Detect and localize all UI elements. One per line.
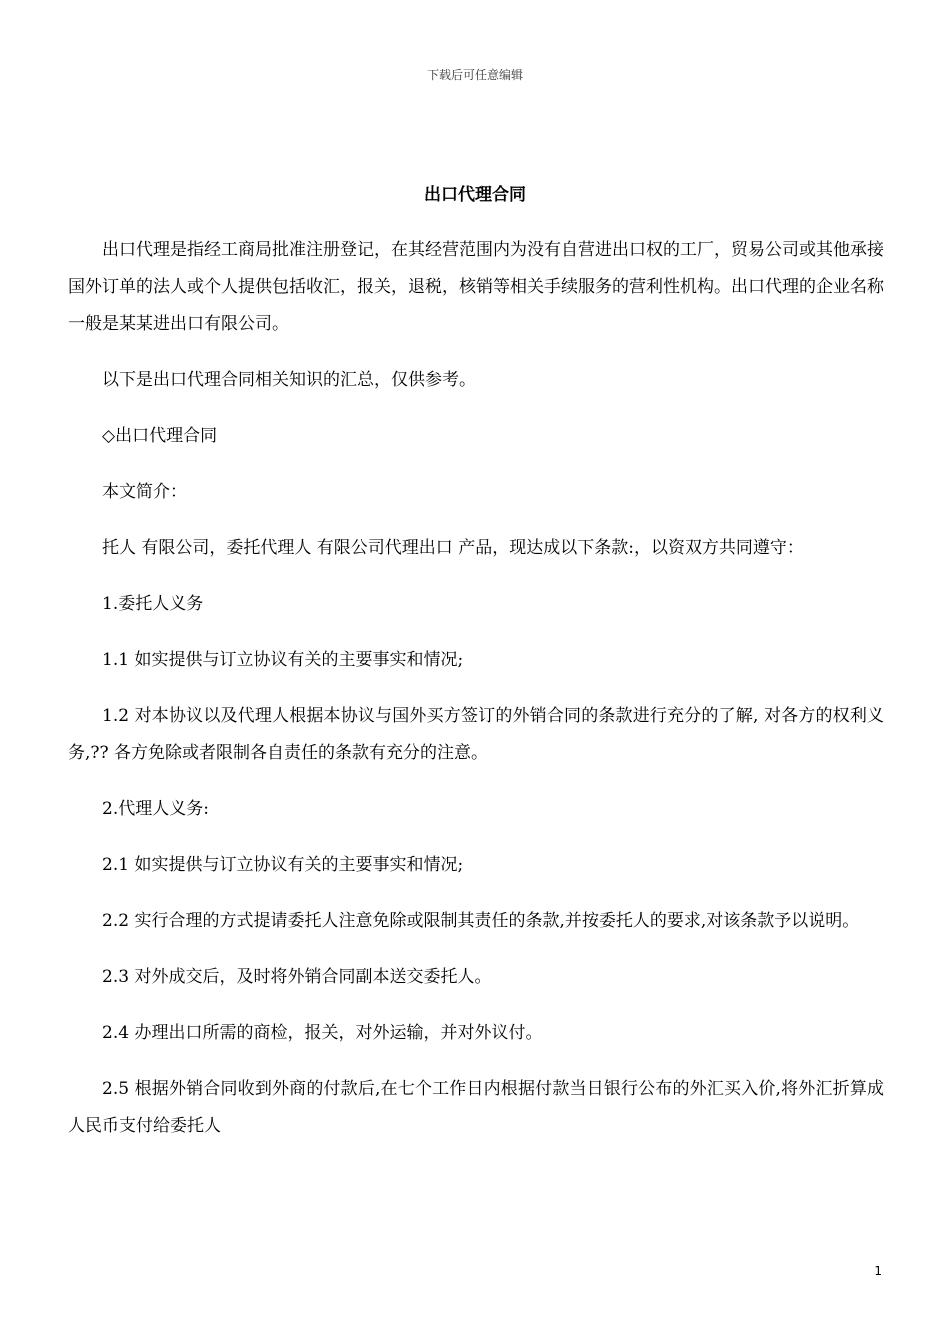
clause-2-4: 2.4 办理出口所需的商检，报关，对外运输，并对外议付。 (102, 1023, 543, 1043)
clause-1-heading: 1.委托人义务 (102, 594, 204, 614)
paragraph-section-heading: ◇出口代理合同 (102, 426, 218, 446)
paragraph-parties: 托人 有限公司，委托代理人 有限公司代理出口 产品，现达成以下条款:，以资双方共同遵守： (102, 538, 804, 558)
clause-2-heading: 2.代理人义务: (102, 799, 209, 819)
document-title: 出口代理合同 (424, 185, 526, 205)
paragraph-abstract-label: 本文简介： (102, 482, 187, 502)
clause-2-3: 2.3 对外成交后，及时将外销合同副本送交委托人。 (102, 967, 492, 987)
page-number: 1 (874, 1264, 882, 1278)
document-body (68, 232, 884, 1164)
clause-1-1: 1.1 如实提供与订立协议有关的主要事实和情况; (102, 650, 464, 670)
page-header: 下载后可任意编辑 (426, 68, 523, 82)
paragraph-intro: 出口代理是指经工商局批准注册登记，在其经营范围内为没有自营进出口权的工厂，贸易公司或其他承接国外订单的法人或个人提供包括收汇，报关，退税，核销等相关手续服务的营利性机构。出口代理的企业名称一般是某某进出口有限公司。 (68, 240, 884, 334)
clause-2-5: 2.5 根据外销合同收到外商的付款后,在七个工作日内根据付款当日银行公布的外汇买入价,将外汇折算成人民币支付给委托人 (68, 1079, 884, 1136)
paragraph-summary-note: 以下是出口代理合同相关知识的汇总，仅供参考。 (102, 370, 476, 390)
clause-2-2: 2.2 实行合理的方式提请委托人注意免除或限制其责任的条款,并按委托人的要求,对该条款予以说明。 (102, 911, 860, 931)
clause-2-1: 2.1 如实提供与订立协议有关的主要事实和情况; (102, 855, 464, 875)
clause-1-2: 1.2 对本协议以及代理人根据本协议与国外买方签订的外销合同的条款进行充分的了解, 对各方的权利义务,?? 各方免除或者限制各自责任的条款有充分的注意。 (68, 706, 884, 763)
